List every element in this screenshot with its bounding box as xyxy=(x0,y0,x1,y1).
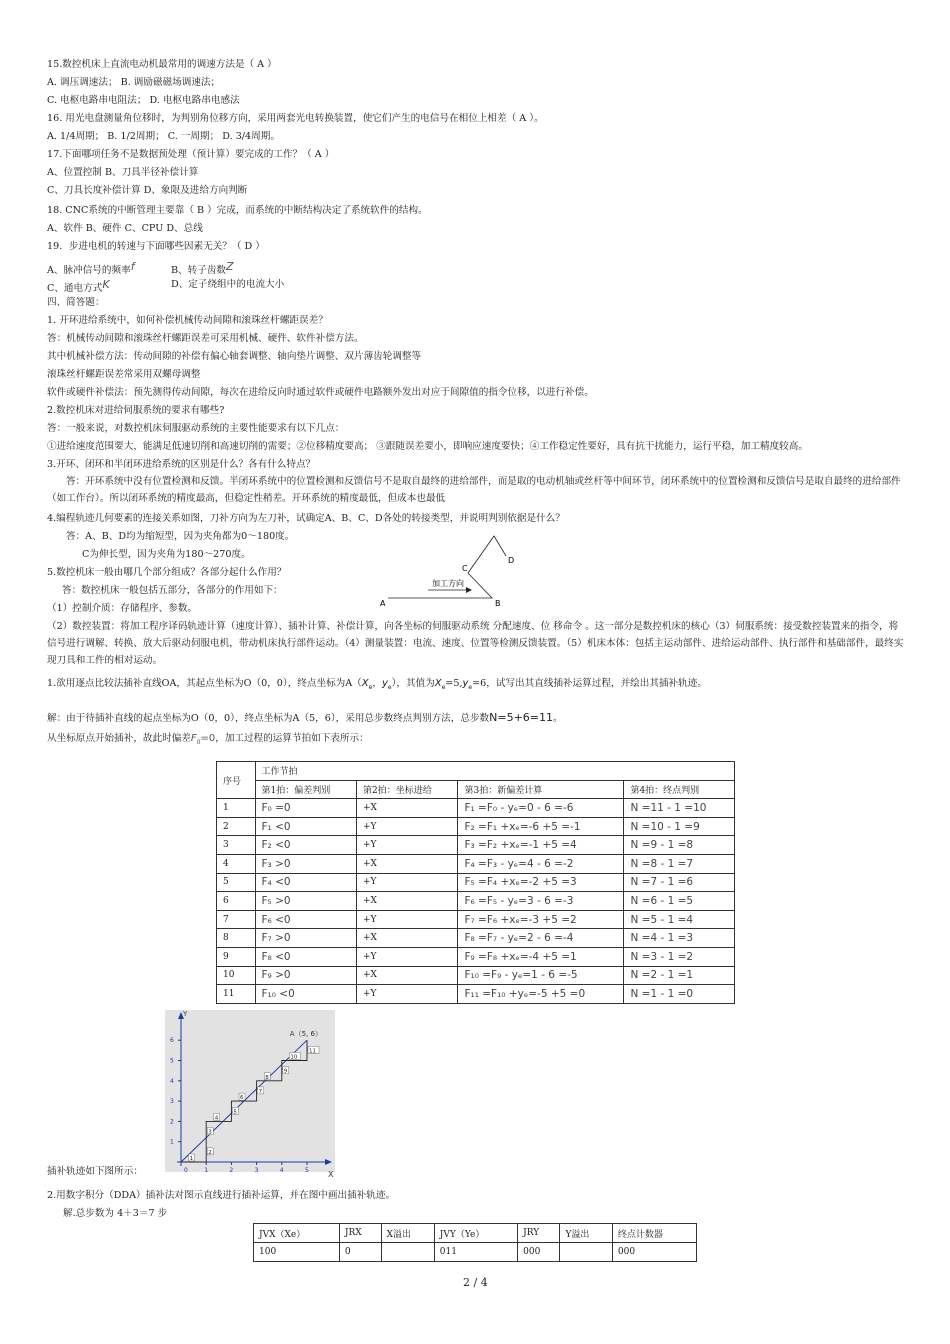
table-cell: F₈ <0 xyxy=(255,947,356,966)
endpoint-label: A（5, 6） xyxy=(289,1030,322,1039)
dda-header-row xyxy=(254,1224,697,1243)
table-cell: +X xyxy=(356,799,457,818)
step-label: 10 xyxy=(290,1054,298,1061)
q19-opt-c: C、通电方式K xyxy=(47,278,110,294)
table-row xyxy=(217,929,735,948)
prob2-text: 2.用数字积分（DDA）插补法对图示直线进行插补运算，并在图中画出插补轨迹。 xyxy=(47,1190,396,1201)
table-cell: 7 xyxy=(217,910,256,929)
table-row xyxy=(217,966,735,985)
table-cell: N =11 - 1 =10 xyxy=(624,799,735,818)
toolpath-figure xyxy=(378,528,528,610)
table-row xyxy=(217,836,735,855)
q18-options: A、软件 B、硬件 C、CPU D、总线 xyxy=(47,223,203,234)
table-header-row xyxy=(217,762,735,781)
table-cell: F₇ >0 xyxy=(255,929,356,948)
dda-cell: 011 xyxy=(434,1243,517,1262)
table-cell: N =3 - 1 =2 xyxy=(624,947,735,966)
step-label: 2 xyxy=(208,1149,212,1156)
table-cell: 4 xyxy=(217,854,256,873)
step-label: 4 xyxy=(214,1115,219,1122)
table-cell: F₄ <0 xyxy=(255,873,356,892)
label-c: C xyxy=(462,564,468,573)
table-cell: N =2 - 1 =1 xyxy=(624,966,735,985)
q19-opt-b: B、转子齿数Z xyxy=(171,260,234,276)
table-cell: 10 xyxy=(217,966,256,985)
step-label: 7 xyxy=(258,1088,263,1095)
table-cell: 6 xyxy=(217,892,256,911)
prob1-text: 1.欲用逐点比较法插补直线OA，其起点坐标为O（0，0），终点坐标为$A(X_e$，$y_e$），其值为$X_e=5,y_e=6$，试写出其直线插补运算过程，并绘出其插补轨迹。 xyxy=(47,678,707,691)
table-cell: N =7 - 1 =6 xyxy=(624,873,735,892)
table-cell: N =5 - 1 =4 xyxy=(624,910,735,929)
sq1-screw: 滚珠丝杆螺距误差常采用双螺母调整 xyxy=(47,369,201,380)
x-tick-label: 3 xyxy=(254,1167,259,1174)
table-cell: F₃ >0 xyxy=(255,854,356,873)
table-row xyxy=(217,799,735,818)
col-header: 第4拍：终点判别 xyxy=(624,780,735,799)
label-d: D xyxy=(508,556,515,565)
q18-text: 18. CNC系统的中断管理主要靠（ B ）完成，而系统的中断结构决定了系统软件的结构。 xyxy=(47,205,428,216)
table-cell: 2 xyxy=(217,817,256,836)
table-cell: +Y xyxy=(356,947,457,966)
table-cell: 5 xyxy=(217,873,256,892)
table-cell: F₀ =0 xyxy=(255,799,356,818)
table-cell: F₁₀ <0 xyxy=(255,985,356,1004)
table-cell: +X xyxy=(356,966,457,985)
sq5-item1: （1）控制介质：存储程序、参数。 xyxy=(47,603,198,614)
step-label: 3 xyxy=(208,1129,212,1136)
table-cell: N =10 - 1 =9 xyxy=(624,817,735,836)
table-cell: F₇ =F₆ +xₑ=-3 +5 =2 xyxy=(458,910,624,929)
y-tick-label: 2 xyxy=(170,1118,174,1126)
x-tick-label: 4 xyxy=(279,1167,284,1174)
table-cell: N =4 - 1 =3 xyxy=(624,929,735,948)
y-tick-label: 4 xyxy=(170,1077,174,1085)
table-cell: F₁ =F₀ - yₑ=0 - 6 =-6 xyxy=(458,799,624,818)
dda-col-header: Y溢出 xyxy=(560,1224,612,1243)
x-tick-label: 2 xyxy=(229,1167,234,1174)
section-heading: 四、简答题： xyxy=(47,297,105,308)
q16-options: A. 1/4周期； B. 1/2周期； C. 一周期； D. 3/4周期。 xyxy=(47,131,280,142)
table-cell: +Y xyxy=(356,910,457,929)
sq5-text: 5.数控机床一般由哪几个部分组成？各部分起什么作用？ xyxy=(47,567,287,578)
dda-col-header: JVY（Ye） xyxy=(434,1224,517,1243)
step-label: 5 xyxy=(233,1109,237,1116)
direction-caption: 加工方向 xyxy=(432,579,464,588)
table-cell: 9 xyxy=(217,947,256,966)
table-cell: F₃ =F₂ +xₑ=-1 +5 =4 xyxy=(458,836,624,855)
table-cell: N =9 - 1 =8 xyxy=(624,836,735,855)
sq1-soft: 软件或硬件补偿法：预先测得传动间隙，每次在进给反向时通过软件或硬件电路额外发出对应于间隙值的指令位移，以进行补偿。 xyxy=(47,387,594,398)
dda-col-header: X溢出 xyxy=(381,1224,434,1243)
q19-opt-d: D、定子绕组中的电流大小 xyxy=(171,279,285,290)
table-row xyxy=(217,910,735,929)
q15-opt-cd: C. 电枢电路串电阻法； D. 电枢电路串电感法 xyxy=(47,95,240,106)
sq3-answer: 答：开环系统中没有位置检测和反馈。半闭环系统中的位置检测和反馈信号不是取自最终的进给部件，而是取的电动机轴或丝杆等中间环节，闭环系统中的位置检测和反馈信号是取自最终的进给部件（如工作台）。所以闭环系统的精度最高，但稳定性稍差。开环系统的精度最低，但成本也最低 xyxy=(47,476,901,504)
prob1-origin: 从坐标原点开始插补，故此时偏差$F_0=0$，加工过程的运算节拍如下表所示： xyxy=(47,733,369,746)
dda-col-header: JRY xyxy=(518,1224,560,1243)
dda-cell xyxy=(381,1243,434,1262)
prob1-solution: 解：由于待插补直线的起点坐标为O（0，0），终点坐标为A（5，6），采用总步数终点判别方法，总步数N=5+6=11。 xyxy=(47,711,563,724)
teeth-symbol: Z xyxy=(226,260,234,273)
table-cell: F₆ =F₅ - yₑ=3 - 6 =-3 xyxy=(458,892,624,911)
table-row xyxy=(217,854,735,873)
table-cell: F₉ >0 xyxy=(255,966,356,985)
y-axis-label: Y xyxy=(183,1010,188,1018)
table-cell: F₆ <0 xyxy=(255,910,356,929)
sq4-answer-abd: 答：A、B、D均为缩短型，因为夹角都为0～180度。 xyxy=(66,531,295,542)
sq2-points: ①进给速度范围要大，能满足低速切削和高速切削的需要；②位移精度要高； ③跟随误差要小，即响应速度要快；④工作稳定性要好，具有抗干扰能力，运行平稳，加工精度较高。 xyxy=(47,441,808,452)
table-row xyxy=(217,817,735,836)
dda-cell: 0 xyxy=(339,1243,381,1262)
trajectory-caption: 插补轨迹如下图所示： xyxy=(47,1166,143,1177)
sq2-answer: 答：一般来说，对数控机床伺服驱动系统的主要性能要求有以下几点： xyxy=(47,423,345,434)
step-label: 8 xyxy=(265,1074,269,1081)
dda-col-header: JRX xyxy=(339,1224,381,1243)
table-cell: F₈ =F₇ - yₑ=2 - 6 =-4 xyxy=(458,929,624,948)
sq1-text: 1. 开环进给系统中，如何补偿机械传动间隙和滚珠丝杆螺距误差？ xyxy=(47,315,328,326)
y-tick-label: 6 xyxy=(170,1037,174,1045)
col-index-header: 序号 xyxy=(217,762,256,799)
q17-text: 17.下面哪项任务不是数据预处理（预计算）要完成的工作？（ A ） xyxy=(47,149,335,160)
x-tick-label: 5 xyxy=(305,1167,309,1174)
y-tick-label: 1 xyxy=(170,1138,174,1146)
table-cell: 1 xyxy=(217,799,256,818)
y-tick-label: 5 xyxy=(170,1057,174,1065)
q15-opt-ab: A. 调压调速法； B. 调励磁磁场调速法； xyxy=(47,77,221,88)
frequency-symbol: f xyxy=(130,260,135,273)
label-b: B xyxy=(495,599,501,608)
table-cell: +Y xyxy=(356,873,457,892)
table-row xyxy=(217,892,735,911)
x-axis-label: X xyxy=(328,1170,334,1178)
q17-opt-cd: C、刀具长度补偿计算 D、象限及进给方向判断 xyxy=(47,185,248,196)
dda-cell: 000 xyxy=(518,1243,560,1262)
table-cell: F₂ <0 xyxy=(255,836,356,855)
q16-text: 16. 用光电盘测量角位移时，为判别角位移方向，采用两套光电转换装置，使它们产生的电信号在相位上相差（ A ）。 xyxy=(47,113,544,124)
table-cell: F₄ =F₃ - yₑ=4 - 6 =-2 xyxy=(458,854,624,873)
table-row xyxy=(217,947,735,966)
toolpath-polyline xyxy=(388,536,506,598)
table-cell: +Y xyxy=(356,985,457,1004)
sq2-text: 2.数控机床对进给伺服系统的要求有哪些? xyxy=(47,405,225,416)
dda-col-header: JVX（Xe） xyxy=(254,1224,340,1243)
table-cell: F₁₀ =F₉ - yₑ=1 - 6 =-5 xyxy=(458,966,624,985)
x-tick-label: 1 xyxy=(204,1167,209,1174)
col-header: 第1拍：偏差判别 xyxy=(255,780,356,799)
sq5-answer: 答：数控机床一般包括五部分，各部分的作用如下： xyxy=(62,585,283,596)
prob2-solution: 解.总步数为 4＋3＝7 步 xyxy=(63,1208,168,1219)
col-group-header: 工作节拍 xyxy=(255,762,735,781)
step-label: 6 xyxy=(240,1095,244,1102)
step-label: 1 xyxy=(189,1156,194,1162)
table-row xyxy=(217,873,735,892)
interpolation-table xyxy=(216,761,735,1004)
table-row xyxy=(217,985,735,1004)
step-label: 11 xyxy=(309,1048,316,1055)
sq4-answer-c: C为伸长型，因为夹角为180～270度。 xyxy=(82,549,251,560)
origin-label: 0 xyxy=(184,1167,188,1174)
table-cell: F₂ =F₁ +xₑ=-6 +5 =-1 xyxy=(458,817,624,836)
table-cell: +X xyxy=(356,854,457,873)
table-cell: +Y xyxy=(356,817,457,836)
sq1-answer: 答：机械传动间隙和滚珠丝杆螺距误差可采用机械、硬件、软件补偿方法。 xyxy=(47,333,364,344)
sq5-items: （2）数控装置：将加工程序译码轨迹计算（速度计算）、插补计算、补偿计算，向各坐标的伺服驱动系统 分配速度、位 移命令 。这一部分是数控机床的核心（3）伺服系统：接受数控装置来的指令，将信号进行调解、转换、放大后驱动伺服电机，带动机床执行部件运动。（4）测量装置：电流、速度、位置等检测反馈装置。（5）机床本体：包括主运动部件、进给运动部件、执行部件和基础部件，最终实现刀具和工件的相对运动。 xyxy=(47,621,904,666)
table-cell: N =8 - 1 =7 xyxy=(624,854,735,873)
interpolation-trajectory-chart xyxy=(165,1010,335,1178)
table-cell: 8 xyxy=(217,929,256,948)
table-cell: 11 xyxy=(217,985,256,1004)
table-cell: N =1 - 1 =0 xyxy=(624,985,735,1004)
table-cell: N =6 - 1 =5 xyxy=(624,892,735,911)
col-header: 第3拍：新偏差计算 xyxy=(458,780,624,799)
table-cell: +Y xyxy=(356,836,457,855)
label-a: A xyxy=(380,599,386,608)
q17-opt-ab: A、位置控制 B、刀具半径补偿计算 xyxy=(47,167,199,178)
table-cell: F₁ <0 xyxy=(255,817,356,836)
y-tick-label: 3 xyxy=(170,1098,174,1106)
q19-text: 19．步进电机的转速与下面哪些因素无关？（ D ） xyxy=(47,241,265,252)
dda-col-header: 终点计数器 xyxy=(612,1224,696,1243)
table-cell: F₅ =F₄ +xₑ=-2 +5 =3 xyxy=(458,873,624,892)
q19-opt-a: A、脉冲信号的频率f xyxy=(47,260,135,276)
table-cell: F₅ >0 xyxy=(255,892,356,911)
table-cell: F₉ =F₈ +xₑ=-4 +5 =1 xyxy=(458,947,624,966)
table-subheader-row xyxy=(217,780,735,799)
page-number: 2 / 4 xyxy=(463,1276,488,1289)
dda-value-row xyxy=(254,1243,697,1262)
sq4-text: 4.编程轨迹几何要素的连接关系如图，刀补方向为左刀补，试确定A、B、C、D各处的转接类型，并说明判别依据是什么？ xyxy=(47,513,565,524)
mode-symbol: K xyxy=(102,278,110,291)
sq3-text: 3.开环、闭环和半闭环进给系统的区别是什么？各有什么特点？ xyxy=(47,459,316,470)
table-cell: +X xyxy=(356,929,457,948)
col-header: 第2拍：坐标进给 xyxy=(356,780,457,799)
step-label: 9 xyxy=(283,1068,288,1075)
table-cell: +X xyxy=(356,892,457,911)
table-cell: F₁₁ =F₁₀ +yₑ=-5 +5 =0 xyxy=(458,985,624,1004)
arrow-head xyxy=(466,587,472,593)
dda-cell: 000 xyxy=(612,1243,696,1262)
dda-cell: 100 xyxy=(254,1243,340,1262)
sq1-mech: 其中机械补偿方法：传动间隙的补偿有偏心轴套调整、轴向垫片调整、双片薄齿轮调整等 xyxy=(47,351,422,362)
dda-table xyxy=(253,1223,697,1262)
q15-text: 15.数控机床上直流电动机最常用的调速方法是（ A ） xyxy=(47,59,277,70)
dda-cell xyxy=(560,1243,612,1262)
table-cell: 3 xyxy=(217,836,256,855)
